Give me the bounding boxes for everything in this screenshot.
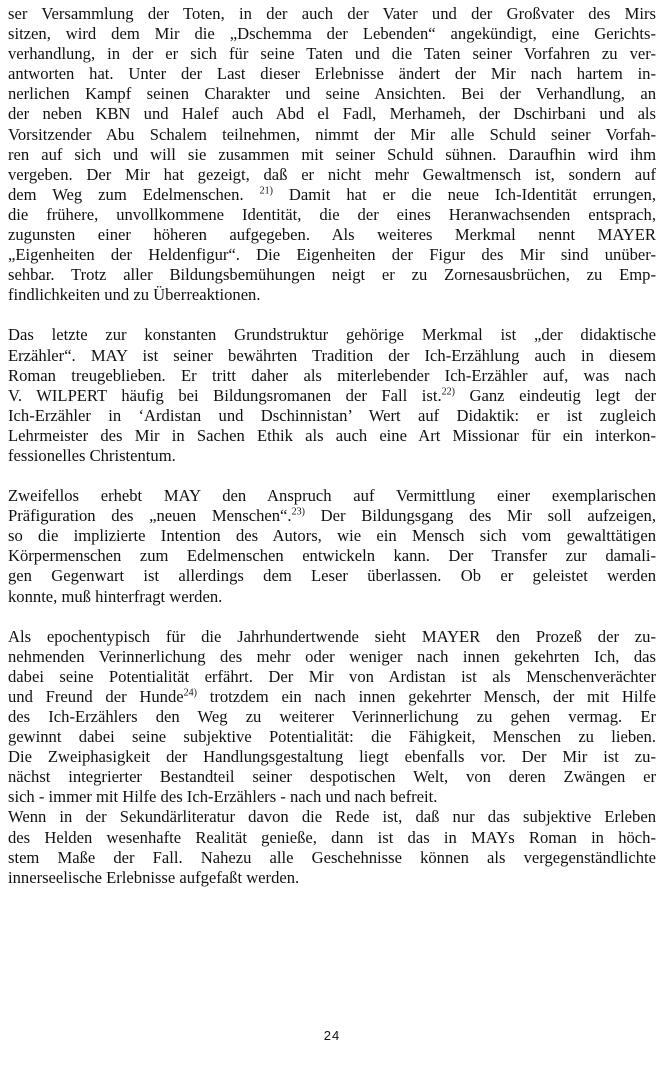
text-line: stem Maße der Fall. Nahezu alle Geschehnisse können als vergegenständlichte [8, 847, 656, 867]
text-line: innerseelische Erlebnisse aufgefaßt werden. [8, 867, 300, 887]
text-line: Als epochentypisch für die Jahrhundertwende sieht MAYER den Prozeß der zu- [8, 626, 656, 646]
text-line [8, 185, 656, 205]
text-line: so die implizierte Intention des Autors, wie ein Mensch sich vom gewalttätigen [8, 526, 656, 546]
text-line: sitzen, wird dem Mir die „Dschemma der Lebenden“ angekündigt, eine Gerichts- [8, 24, 656, 44]
text-line: ser Versammlung der Toten, in der auch der Vater und der Großvater des Mirs [8, 4, 656, 23]
text-line: ren auf sich und will sie zusammen mit seiner Schuld sühnen. Daraufhin wird ihm [8, 144, 656, 164]
text-line [8, 506, 656, 526]
text-line: Lehrmeister des Mir in Sachen Ethik als auch eine Art Missionar für ein interkon- [8, 425, 656, 445]
text-line: die frühere, unvollkommene Identität, die der eines Heranwachsenden entsprach, [8, 204, 656, 224]
paragraph-5 [8, 807, 656, 887]
text-line: vergeben. Der Mir hat gezeigt, daß er nicht mehr Gewaltmensch ist, sondern auf [8, 164, 656, 184]
text-line: nerlichen Kampf seinen Charakter und seine Ansichten. Bei der Verhandlung, an [8, 84, 656, 104]
paragraph-2 [8, 325, 656, 466]
text-line: sehbar. Trotz aller Bildungsbemühungen neigt er zu Zornesausbrüchen, zu Emp- [8, 265, 656, 285]
text-line: Ich-Erzähler in ‘Ardistan und Dschinnistan’ Wert auf Didaktik: er ist zugleich [8, 405, 656, 425]
text-line: findlichkeiten und zu Überreaktionen. [8, 285, 261, 305]
text-segment: trotzdem ein nach innen gekehrter Mensch, der mit Hilfe [196, 686, 656, 706]
paragraph-3 [8, 486, 656, 607]
text-line: Die Zweiphasigkeit der Handlungsgestaltung liegt ebenfalls vor. Der Mir ist zu- [8, 747, 656, 767]
text-segment: dem Weg zum Edelmenschen. [8, 184, 260, 204]
text-line: Das letzte zur konstanten Grundstruktur gehörige Merkmal ist „der didaktische [8, 325, 656, 345]
text-line: nächst integrierter Bestandteil seiner despotischen Welt, von deren Zwängen er [8, 767, 656, 787]
text-line: „Eigenheiten der Heldenfigur“. Die Eigenheiten der Figur des Mir sind unüber- [8, 245, 656, 265]
text-line: Wenn in der Sekundärliteratur davon die Rede ist, daß nur das subjektive Erleben [8, 807, 656, 827]
text-segment: Ganz eindeutig legt der [454, 385, 656, 405]
text-line: Zweifellos erhebt MAY den Anspruch auf Vermittlung einer exemplarischen [8, 486, 656, 506]
text-line [8, 687, 656, 707]
text-segment: und Freund der Hunde [8, 686, 184, 706]
text-line: konnte, muß hinterfragt werden. [8, 586, 223, 606]
text-line: des Helden wesenhafte Realität genieße, dann ist das in MAYs Roman in höch- [8, 827, 656, 847]
text-segment: Der Bildungsgang des Mir soll aufzeigen, [304, 506, 656, 526]
text-line: gen Gegenwart ist allerdings dem Leser überlassen. Ob er geleistet werden [8, 566, 656, 586]
text-line: nehmenden Verinnerlichung des mehr oder weniger nach innen gekehrten Ich, das [8, 646, 656, 666]
text-line: Erzähler“. MAY ist seiner bewährten Tradition der Ich-Erzählung auch in diesem [8, 345, 656, 365]
text-line: verhandlung, in der er sich für seine Taten und die Taten seiner Vorfahren zu ver- [8, 44, 656, 64]
text-line: gewinnt dabei seine subjektive Potentialität: die Fähigkeit, Menschen zu lieben. [8, 727, 656, 747]
page-number: 24 [323, 1028, 341, 1043]
text-segment: Präfiguration des „neuen Menschen“. [8, 506, 292, 526]
footnote-ref-21: 21) [259, 185, 273, 197]
text-line: antworten hat. Unter der Last dieser Erlebnisse ändert der Mir nach hartem in- [8, 64, 656, 84]
footnote-ref-23: 23) [291, 506, 305, 518]
footnote-ref-24: 24) [183, 687, 197, 699]
text-line: fessionelles Christentum. [8, 445, 176, 465]
paragraph-4 [8, 627, 656, 808]
footnote-ref-22: 22) [441, 386, 455, 398]
text-line: sich - immer mit Hilfe des Ich-Erzählers - nach und nach befreit. [8, 787, 438, 807]
body-text [8, 4, 656, 888]
paragraph-1 [8, 4, 656, 305]
text-segment: Damit hat er die neue Ich-Identität errungen, [272, 184, 656, 204]
text-line: Vorsitzender Abu Schalem teilnehmen, nimmt der Mir alle Schuld seiner Vorfah- [8, 124, 656, 144]
text-segment: V. WILPERT häufig bei Bildungsromanen der Fall ist. [8, 385, 442, 405]
text-line: der neben KBN und Halef auch Abd el Fadl, Merhameh, der Dschirbani und als [8, 104, 656, 124]
text-line: zugunsten einer höheren aufgegeben. Als weiteres Merkmal nennt MAYER [8, 225, 656, 245]
text-line: dabei seine Potentialität erfährt. Der Mir von Ardistan ist als Menschenverächter [8, 666, 656, 686]
text-line [8, 386, 656, 406]
text-line: Roman treugeblieben. Er tritt daher als miterlebender Ich-Erzähler auf, was nach [8, 365, 656, 385]
text-line: Körpermenschen zum Edelmenschen entwickeln kann. Der Transfer zur damali- [8, 546, 656, 566]
text-line: des Ich-Erzählers den Weg zu weiterer Verinnerlichung zu gehen vermag. Er [8, 707, 656, 726]
